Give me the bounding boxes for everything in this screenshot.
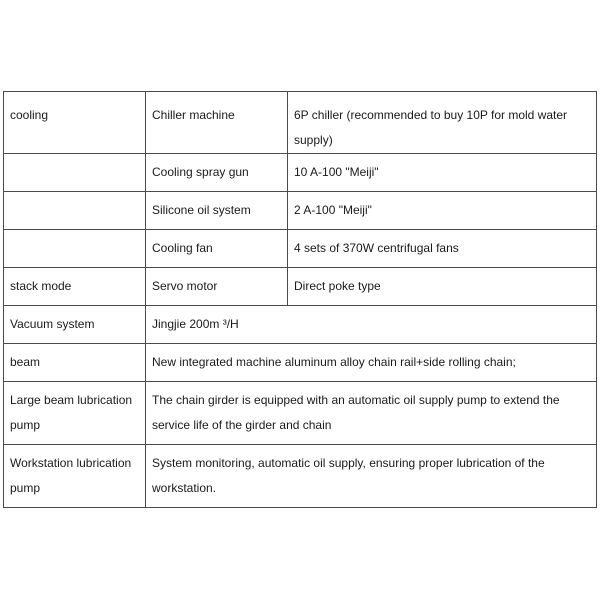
item-cell: Servo motor [146,268,288,306]
category-cell [4,230,146,268]
spec-table [3,91,597,508]
spec-cell: New integrated machine aluminum alloy chain rail+side rolling chain; [146,344,597,382]
spec-cell: 4 sets of 370W centrifugal fans [288,230,597,268]
spec-cell: System monitoring, automatic oil supply, ensuring proper lubrication of the workstation. [146,445,597,508]
table-row [4,445,597,508]
category-cell: stack mode [4,268,146,306]
item-cell: Chiller machine [146,92,288,154]
table-row [4,268,597,306]
table-row [4,344,597,382]
table-row [4,306,597,344]
table-row [4,230,597,268]
spec-cell: 2 A-100 "Meiji" [288,192,597,230]
spec-cell: The chain girder is equipped with an automatic oil supply pump to extend the service life of the girder and chain [146,382,597,445]
spec-cell: Direct poke type [288,268,597,306]
category-cell: Vacuum system [4,306,146,344]
category-cell: Workstation lubrication pump [4,445,146,508]
item-cell: Silicone oil system [146,192,288,230]
spec-cell: Jingjie 200m ³/H [146,306,597,344]
category-cell: beam [4,344,146,382]
category-cell: cooling [4,92,146,154]
item-cell: Cooling spray gun [146,154,288,192]
table-row [4,382,597,445]
table-row [4,154,597,192]
category-cell [4,154,146,192]
category-cell [4,192,146,230]
spec-cell: 6P chiller (recommended to buy 10P for mold water supply) [288,92,597,154]
spec-cell: 10 A-100 "Meiji" [288,154,597,192]
table-row [4,192,597,230]
item-cell: Cooling fan [146,230,288,268]
category-cell: Large beam lubrication pump [4,382,146,445]
table-row [4,92,597,154]
